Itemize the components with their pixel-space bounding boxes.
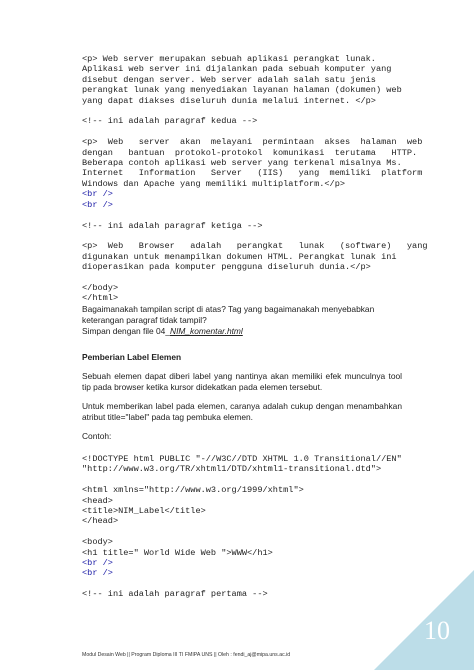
code1-line: <p> Web server akan melayani permintaan akses halaman web bbox=[82, 137, 423, 148]
code1-line: <!-- ini adalah paragraf kedua --> bbox=[82, 116, 258, 127]
code1-line bbox=[82, 231, 428, 241]
code-block-paragraphs bbox=[82, 54, 428, 304]
code2-line: </head> bbox=[82, 516, 119, 527]
code2-line bbox=[82, 475, 402, 485]
save-prefix: Simpan dengan file 04_ bbox=[82, 326, 171, 336]
code2-line bbox=[82, 579, 402, 589]
code1-line bbox=[82, 127, 428, 137]
save-filename: NIM_komentar.html bbox=[170, 326, 243, 336]
code1-line: </html> bbox=[82, 293, 119, 304]
code1-line: perangkat lunak yang menyediakan layanan halaman (dokumen) web bbox=[82, 85, 402, 96]
code2-line bbox=[82, 527, 402, 537]
code1-line: <br /> bbox=[82, 189, 113, 200]
code1-line: <p> Web server merupakan sebuah aplikasi perangkat lunak. bbox=[82, 54, 376, 64]
code1-line: Internet Information Server (IIS) yang memiliki platform bbox=[82, 168, 423, 179]
paragraph-label-description: Sebuah elemen dapat diberi label yang nantinya akan memiliki efek munculnya tool tip pada browser ketika kursor didekatkan pada elemen tersebut. bbox=[82, 371, 402, 392]
code1-line: digunakan untuk menampilkan dokumen HTML. Perangkat lunak ini bbox=[82, 251, 397, 262]
code1-line: Aplikasi web server ini dijalankan pada sebuah komputer yang bbox=[82, 64, 392, 75]
code2-line: <h1 title=" World Wide Web ">WWW</h1> bbox=[82, 547, 273, 558]
example-label: Contoh: bbox=[82, 431, 112, 441]
code1-line: yang dapat diakses diseluruh dunia melalui internet. </p> bbox=[82, 95, 376, 106]
code1-line bbox=[82, 210, 428, 220]
code2-line: <html xmlns="http://www.w3.org/1999/xhtml"> bbox=[82, 485, 304, 496]
code1-line: Windows dan Apache yang memiliki multiplatform.</p> bbox=[82, 178, 346, 189]
save-instruction bbox=[82, 326, 402, 337]
code1-line: Beberapa contoh aplikasi web server yang terkenal misalnya Ms. bbox=[82, 158, 402, 169]
code2-line: <title>NIM_Label</title> bbox=[82, 506, 206, 517]
page-corner-decoration bbox=[374, 550, 474, 670]
code1-line bbox=[82, 273, 428, 283]
code2-line: <br /> bbox=[82, 558, 113, 569]
code-block-example bbox=[82, 454, 402, 600]
code1-line bbox=[82, 106, 428, 116]
code1-line: <br /> bbox=[82, 199, 113, 210]
code2-line: <head> bbox=[82, 495, 113, 506]
code2-line: <body> bbox=[82, 537, 113, 548]
section-heading: Pemberian Label Elemen bbox=[82, 352, 182, 362]
page-number: 10 bbox=[424, 616, 450, 645]
code2-line: <!DOCTYPE html PUBLIC "-//W3C//DTD XHTML 1.0 Transitional//EN" bbox=[82, 454, 402, 464]
code1-line: dengan bantuan protokol-protokol komunikasi terutama HTTP. bbox=[82, 147, 418, 158]
code1-line: <p> Web Browser adalah perangkat lunak (software) yang bbox=[82, 241, 428, 252]
paragraph-label-howto: Untuk memberikan label pada elemen, caranya adalah cukup dengan menambahkan atribut title="label" pada tag pembuka elemen. bbox=[82, 401, 402, 422]
code1-line: dioperasikan pada komputer pengguna diseluruh dunia.</p> bbox=[82, 262, 371, 273]
page-footer: Modul Desain Web || Program Diploma III TI FMIPA UNS || Oleh : fendi_aj@mipa.uns.ac.id bbox=[82, 652, 291, 658]
code2-line: <br /> bbox=[82, 568, 113, 579]
question-text: Bagaimanakah tampilan script di atas? Tag yang bagaimanakah menyebabkan keterangan paragraf tidak tampil? bbox=[82, 304, 375, 325]
code2-line: <!-- ini adalah paragraf pertama --> bbox=[82, 589, 268, 600]
code1-line: disebut dengan server. Web server adalah salah satu jenis bbox=[82, 74, 376, 85]
code2-line: "http://www.w3.org/TR/xhtml1/DTD/xhtml1-transitional.dtd"> bbox=[82, 464, 382, 475]
code1-line: </body> bbox=[82, 282, 119, 293]
code1-line: <!-- ini adalah paragraf ketiga --> bbox=[82, 220, 263, 231]
